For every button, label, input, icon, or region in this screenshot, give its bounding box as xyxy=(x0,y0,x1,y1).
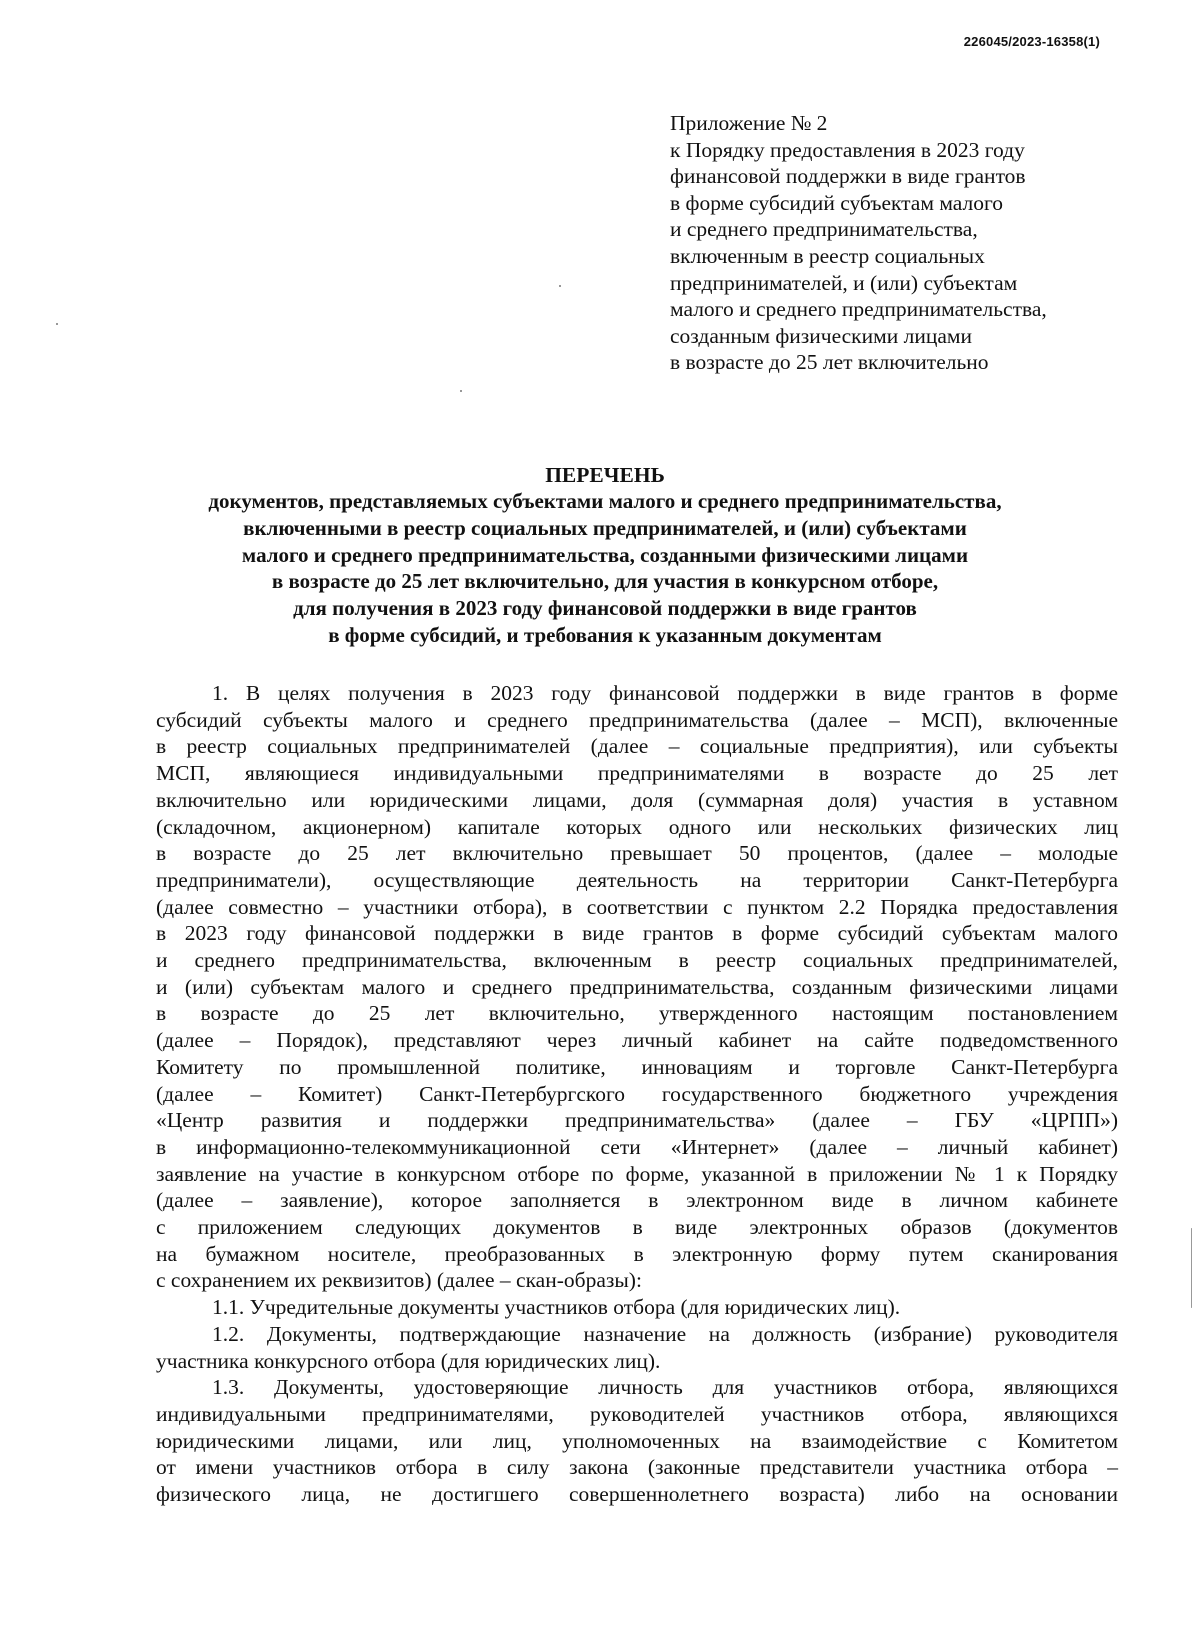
body-line: с сохранением их реквизитов) (далее – скан-образы): xyxy=(156,1268,642,1293)
appendix-line: включенным в реестр социальных xyxy=(670,243,985,268)
document-registration-number: 226045/2023-16358(1) xyxy=(963,34,1100,49)
body-line: МСП, являющиеся индивидуальными предпринимателями в возрасте до 25 лет xyxy=(156,761,1118,786)
body-line: и среднего предпринимательства, включенным в реестр социальных предпринимателей, xyxy=(156,948,1118,973)
document-subtitle-line: включенными в реестр социальных предпринимателей, и (или) субъектами xyxy=(243,515,967,540)
body-line: от имени участников отбора в силу закона (законные представители участника отбора – xyxy=(156,1455,1118,1480)
appendix-block xyxy=(670,110,1130,376)
body-line: (далее – заявление), которое заполняется в электронном виде в личном кабинете xyxy=(156,1188,1118,1213)
body-line: субсидий субъекты малого и среднего предпринимательства (далее – МСП), включенные xyxy=(156,707,1118,732)
appendix-line: в возрасте до 25 лет включительно xyxy=(670,350,989,375)
body-line: участника конкурсного отбора (для юридических лиц). xyxy=(156,1348,661,1373)
body-line: Комитету по промышленной политике, инновациям и торговле Санкт-Петербурга xyxy=(156,1054,1118,1079)
body-line: 1.2. Документы, подтверждающие назначение на должность (избрание) руководителя xyxy=(212,1321,1118,1346)
body-line: (далее – Комитет) Санкт-Петербургского государственного бюджетного учреждения xyxy=(156,1081,1118,1106)
body-line: на бумажном носителе, преобразованных в электронную форму путем сканирования xyxy=(156,1241,1118,1266)
body-line: с приложением следующих документов в виде электронных образов (документов xyxy=(156,1215,1118,1240)
body-line: индивидуальными предпринимателями, руководителей участников отбора, являющихся xyxy=(156,1401,1118,1426)
appendix-line: к Порядку предоставления в 2023 году xyxy=(670,137,1025,162)
body-line: в возрасте до 25 лет включительно превышает 50 процентов, (далее – молодые xyxy=(156,841,1118,866)
scan-artifact xyxy=(1191,1228,1192,1308)
body-line: юридическими лицами, или лиц, уполномоченных на взаимодействие с Комитетом xyxy=(156,1428,1118,1453)
body-line: «Центр развития и поддержки предпринимательства» (далее – ГБУ «ЦРПП») xyxy=(156,1108,1118,1133)
document-body xyxy=(156,680,1118,1508)
body-line: 1.3. Документы, удостоверяющие личность для участников отбора, являющихся xyxy=(212,1375,1118,1400)
body-line: заявление на участие в конкурсном отборе по форме, указанной в приложении № 1 к Порядку xyxy=(156,1161,1118,1186)
body-line: в возрасте до 25 лет включительно, утвержденного настоящим постановлением xyxy=(156,1001,1118,1026)
body-line: включительно или юридическими лицами, доля (суммарная доля) участия в уставном xyxy=(156,787,1118,812)
document-title: ПЕРЕЧЕНЬ xyxy=(545,463,665,487)
document-subtitle-line: в форме субсидий, и требования к указанным документам xyxy=(328,622,882,647)
body-line: в информационно-телекоммуникационной сети «Интернет» (далее – личный кабинет) xyxy=(156,1134,1118,1159)
document-subtitle-line: документов, представляемых субъектами малого и среднего предпринимательства, xyxy=(208,489,1002,513)
appendix-line: и среднего предпринимательства, xyxy=(670,217,978,242)
appendix-line: малого и среднего предпринимательства, xyxy=(670,297,1047,322)
document-subtitle-line: для получения в 2023 году финансовой поддержки в виде грантов xyxy=(293,596,917,621)
scan-artifact xyxy=(460,390,462,392)
body-line: 1. В целях получения в 2023 году финансовой поддержки в виде грантов в форме xyxy=(212,681,1118,705)
document-subtitle-line: в возрасте до 25 лет включительно, для участия в конкурсном отборе, xyxy=(271,569,939,594)
body-line: в 2023 году финансовой поддержки в виде грантов в форме субсидий субъектам малого xyxy=(156,921,1118,946)
body-line: предприниматели), осуществляющие деятельность на территории Санкт-Петербурга xyxy=(156,867,1118,892)
scan-artifact xyxy=(559,285,561,287)
body-line: (складочном, акционерном) капитале которых одного или нескольких физических лиц xyxy=(156,814,1118,839)
document-title-block xyxy=(150,462,1060,649)
body-line: (далее – Порядок), представляют через личный кабинет на сайте подведомственного xyxy=(156,1028,1118,1053)
body-line: 1.1. Учредительные документы участников отбора (для юридических лиц). xyxy=(212,1295,901,1320)
body-line: физического лица, не достигшего совершеннолетнего возраста) либо на основании xyxy=(156,1482,1118,1507)
document-subtitle-line: малого и среднего предпринимательства, созданными физическими лицами xyxy=(241,542,969,567)
appendix-line: Приложение № 2 xyxy=(670,111,828,135)
appendix-line: в форме субсидий субъектам малого xyxy=(670,190,1004,215)
scan-artifact xyxy=(56,323,58,325)
appendix-line: финансовой поддержки в виде грантов xyxy=(670,164,1026,189)
body-line: (далее совместно – участники отбора), в соответствии с пунктом 2.2 Порядка предоставления xyxy=(156,894,1118,919)
appendix-line: предпринимателей, и (или) субъектам xyxy=(670,270,1018,295)
body-line: в реестр социальных предпринимателей (далее – социальные предприятия), или субъекты xyxy=(156,734,1118,759)
appendix-line: созданным физическими лицами xyxy=(670,323,973,348)
body-line: и (или) субъектам малого и среднего предпринимательства, созданным физическими лицами xyxy=(156,974,1118,999)
